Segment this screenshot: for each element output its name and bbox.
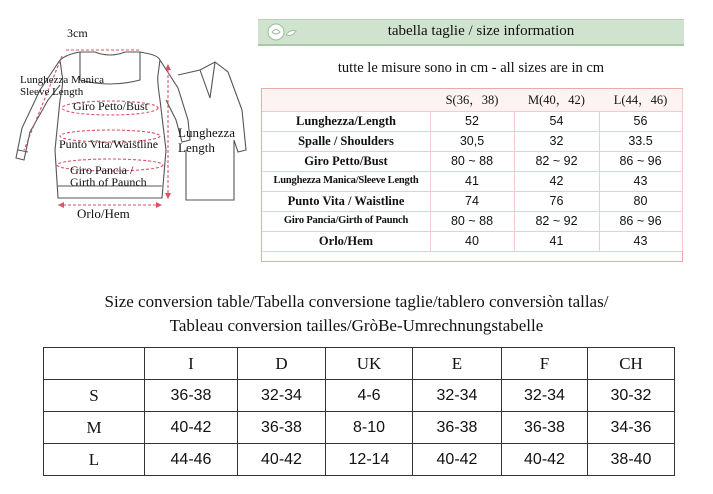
size-row [262, 171, 682, 192]
value-cell: 12-14 [326, 444, 413, 476]
size-value-cell: 80 ~ 88 [430, 211, 515, 231]
size-row [262, 191, 682, 212]
size-value-cell: 42 [514, 171, 600, 191]
size-row-label: Lunghezza/Length [262, 111, 431, 131]
garment-sketch [0, 0, 260, 240]
value-cell: 44-46 [145, 444, 238, 476]
size-value-cell: 30,5 [430, 131, 515, 151]
size-value-cell: 80 [599, 191, 683, 211]
header-cell: CH [588, 348, 675, 380]
sleeve-label-en: Sleeve Length [20, 86, 84, 98]
length-label-en: Length [178, 140, 215, 155]
units-note: tutte le misure sono in cm - all sizes are in cm [337, 60, 605, 76]
conversion-row [44, 444, 675, 476]
size-row [262, 111, 682, 132]
row-size: S [44, 380, 145, 412]
size-value-cell: 82 ~ 92 [514, 151, 600, 171]
size-info-banner [258, 19, 684, 46]
size-value-cell: 52 [430, 111, 515, 131]
top-measure-label: 3cm [67, 26, 88, 40]
size-header-row [262, 89, 682, 112]
conversion-table [43, 347, 675, 476]
conversion-title-line1: Size conversion table/Tabella conversione taglie/tablero conversiòn tallas/ [104, 292, 609, 311]
size-value-cell: 82 ~ 92 [514, 211, 600, 231]
value-cell: 40-42 [145, 412, 238, 444]
size-row-label: Giro Pancia/Girth of Paunch [262, 211, 431, 231]
size-row [262, 211, 682, 232]
row-size: M [44, 412, 145, 444]
value-cell: 32-34 [502, 380, 588, 412]
value-cell: 36-38 [145, 380, 238, 412]
value-cell: 40-42 [502, 444, 588, 476]
size-row [262, 231, 682, 252]
size-value-cell: 54 [514, 111, 600, 131]
sleeve-label-it: Lunghezza Manica [20, 74, 104, 86]
size-header-blank [262, 89, 431, 111]
size-column-header: L(44，46) [599, 89, 683, 111]
bust-label: Giro Petto/Bust [73, 99, 149, 113]
value-cell: 34-36 [588, 412, 675, 444]
value-cell: 40-42 [238, 444, 326, 476]
value-cell: 8-10 [326, 412, 413, 444]
size-value-cell: 74 [430, 191, 515, 211]
size-row-label: Spalle / Shoulders [262, 131, 431, 151]
value-cell: 32-34 [413, 380, 502, 412]
header-cell [44, 348, 145, 380]
size-value-cell: 41 [430, 171, 515, 191]
value-cell: 4-6 [326, 380, 413, 412]
size-value-cell: 86 ~ 96 [599, 211, 683, 231]
size-value-cell: 56 [599, 111, 683, 131]
value-cell: 36-38 [238, 412, 326, 444]
value-cell: 36-38 [502, 412, 588, 444]
header-cell: F [502, 348, 588, 380]
header-cell: D [238, 348, 326, 380]
waist-label: Punto Vita/Waistline [59, 137, 159, 151]
row-size: L [44, 444, 145, 476]
garment-drawing [0, 0, 260, 240]
conversion-title-line2: Tableau conversion tailles/GròBe-Umrechnungstabelle [169, 316, 544, 335]
size-row-label: Punto Vita / Waistline [262, 191, 431, 211]
size-value-cell: 86 ~ 96 [599, 151, 683, 171]
header-cell: I [145, 348, 238, 380]
size-value-cell: 41 [514, 231, 600, 251]
size-row-label: Giro Petto/Bust [262, 151, 431, 171]
size-value-cell: 32 [514, 131, 600, 151]
size-column-header: S(36，38) [430, 89, 515, 111]
banner-title: tabella taglie / size information [387, 23, 575, 39]
size-info-table [261, 88, 683, 262]
hem-label: Orlo/Hem [77, 206, 130, 221]
size-row [262, 151, 682, 172]
header-cell: UK [326, 348, 413, 380]
size-row [262, 131, 682, 152]
paunch-label-it: Giro Pancia / [70, 163, 134, 177]
size-column-header: M(40，42) [514, 89, 600, 111]
conversion-header-row [44, 348, 675, 380]
size-value-cell: 76 [514, 191, 600, 211]
size-value-cell: 80 ~ 88 [430, 151, 515, 171]
header-cell: E [413, 348, 502, 380]
value-cell: 38-40 [588, 444, 675, 476]
size-row-label: Orlo/Hem [262, 231, 431, 251]
value-cell: 36-38 [413, 412, 502, 444]
size-value-cell: 40 [430, 231, 515, 251]
value-cell: 30-32 [588, 380, 675, 412]
paunch-label-en: Girth of Paunch [70, 175, 147, 189]
length-label-it: Lunghezza [178, 125, 236, 140]
size-value-cell: 33.5 [599, 131, 683, 151]
conversion-row [44, 380, 675, 412]
conversion-row [44, 412, 675, 444]
value-cell: 32-34 [238, 380, 326, 412]
size-row-label: Lunghezza Manica/Sleeve Length [262, 171, 431, 191]
value-cell: 40-42 [413, 444, 502, 476]
size-value-cell: 43 [599, 171, 683, 191]
size-value-cell: 43 [599, 231, 683, 251]
conversion-title [0, 290, 713, 338]
